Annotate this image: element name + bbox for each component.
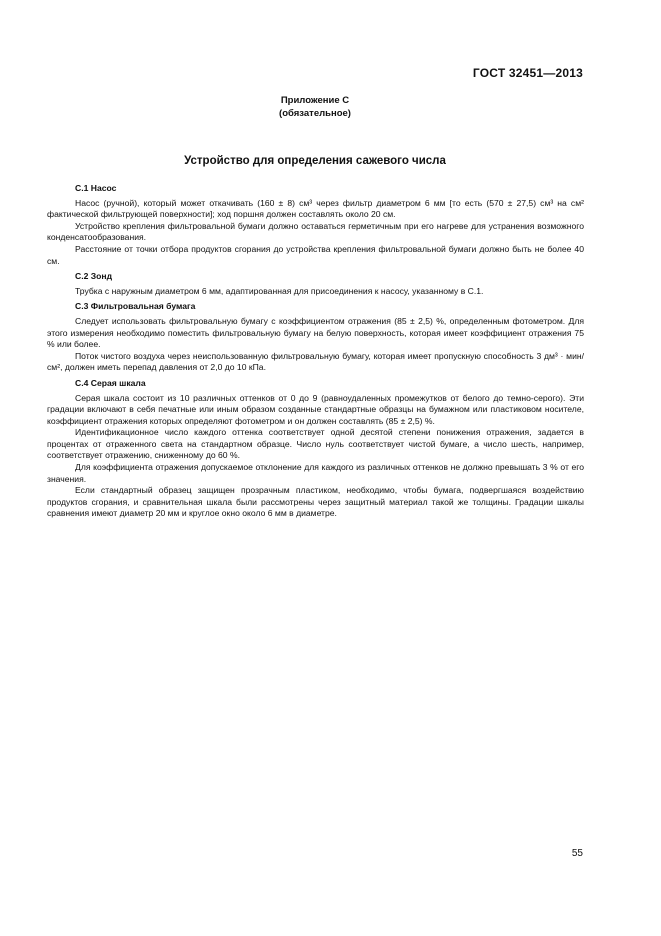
page-number: 55 [571,848,583,859]
section-heading: С.4 Серая шкала [75,377,146,388]
annex-block [0,94,630,120]
paragraph: Расстояние от точки отбора продуктов сгорания до устройства крепления фильтровальной бумаги должно быть не более 40 см. [47,243,584,266]
section-heading: С.2 Зонд [75,271,113,282]
paragraph: Серая шкала состоит из 10 различных оттенков от 0 до 9 (равноудаленных промежутков от белого до темно-серого). Эти градации включают в себя печатные или иным образом созданные стандартные образцы на бумажном или пластиковом носителе, коэффициент отражения которых определяют фотометром и он должен составлять (85 ± 2,5) %. [47,392,584,426]
standard-code: ГОСТ 32451—2013 [472,66,583,80]
paragraph: Если стандартный образец защищен прозрачным пластиком, необходимо, чтобы бумага, подвергшаяся воздействию продуктов сгорания, и сравнительная шкала были рассмотрены через защитный материал такой же толщины. Градации шкалы сравнения имеют диаметр 20 мм и круглое окно около 6 мм в диаметре. [47,485,584,519]
section-heading: С.1 Насос [75,183,117,193]
annex-status: (обязательное) [279,108,351,119]
annex-title: Приложение С [280,95,350,106]
paragraph: Насос (ручной), который может откачивать (160 ± 8) см³ через фильтр диаметром 6 мм [то есть (570 ± 27,5) см³ на см² фактической фильтрующей поверхности]; ход поршня должен составлять около 20 см. [47,197,584,220]
paragraph: Трубка с наружным диаметром 6 мм, адаптированная для присоединения к насосу, указанному в С.1. [75,285,484,296]
paragraph: Идентификационное число каждого оттенка соответствует одной десятой степени понижения отражения, задается в процентах от отраженного света на стандартном образце. Число нуль соответствует чистой бумаге, а число шесть, например, соответствует отражению, сниженному до 60 %. [47,427,584,461]
document-title: Устройство для определения сажевого числа [184,155,446,167]
paragraph: Следует использовать фильтровальную бумагу с коэффициентом отражения (85 ± 2,5) %, определенным фотометром. Для этого измерения необходимо поместить фильтровальную бумагу на белую поверхность, которая имеет коэффициент отражения 75 % или более. [47,315,584,350]
section-heading: С.3 Фильтровальная бумага [75,301,196,312]
paragraph: Поток чистого воздуха через неиспользованную фильтровальную бумагу, которая имеет пропускную способность 3 дм³ · мин/см², должен иметь перепад давления от 2,0 до 10 кПа. [47,350,584,373]
paragraph: Устройство крепления фильтровальной бумаги должно оставаться герметичным при его нагреве для устранения возможного конденсатообразования. [47,220,584,243]
document-body [47,183,584,520]
paragraph: Для коэффициента отражения допускаемое отклонение для каждого из различных оттенков не должно превышать 3 % от его значения. [47,462,584,484]
